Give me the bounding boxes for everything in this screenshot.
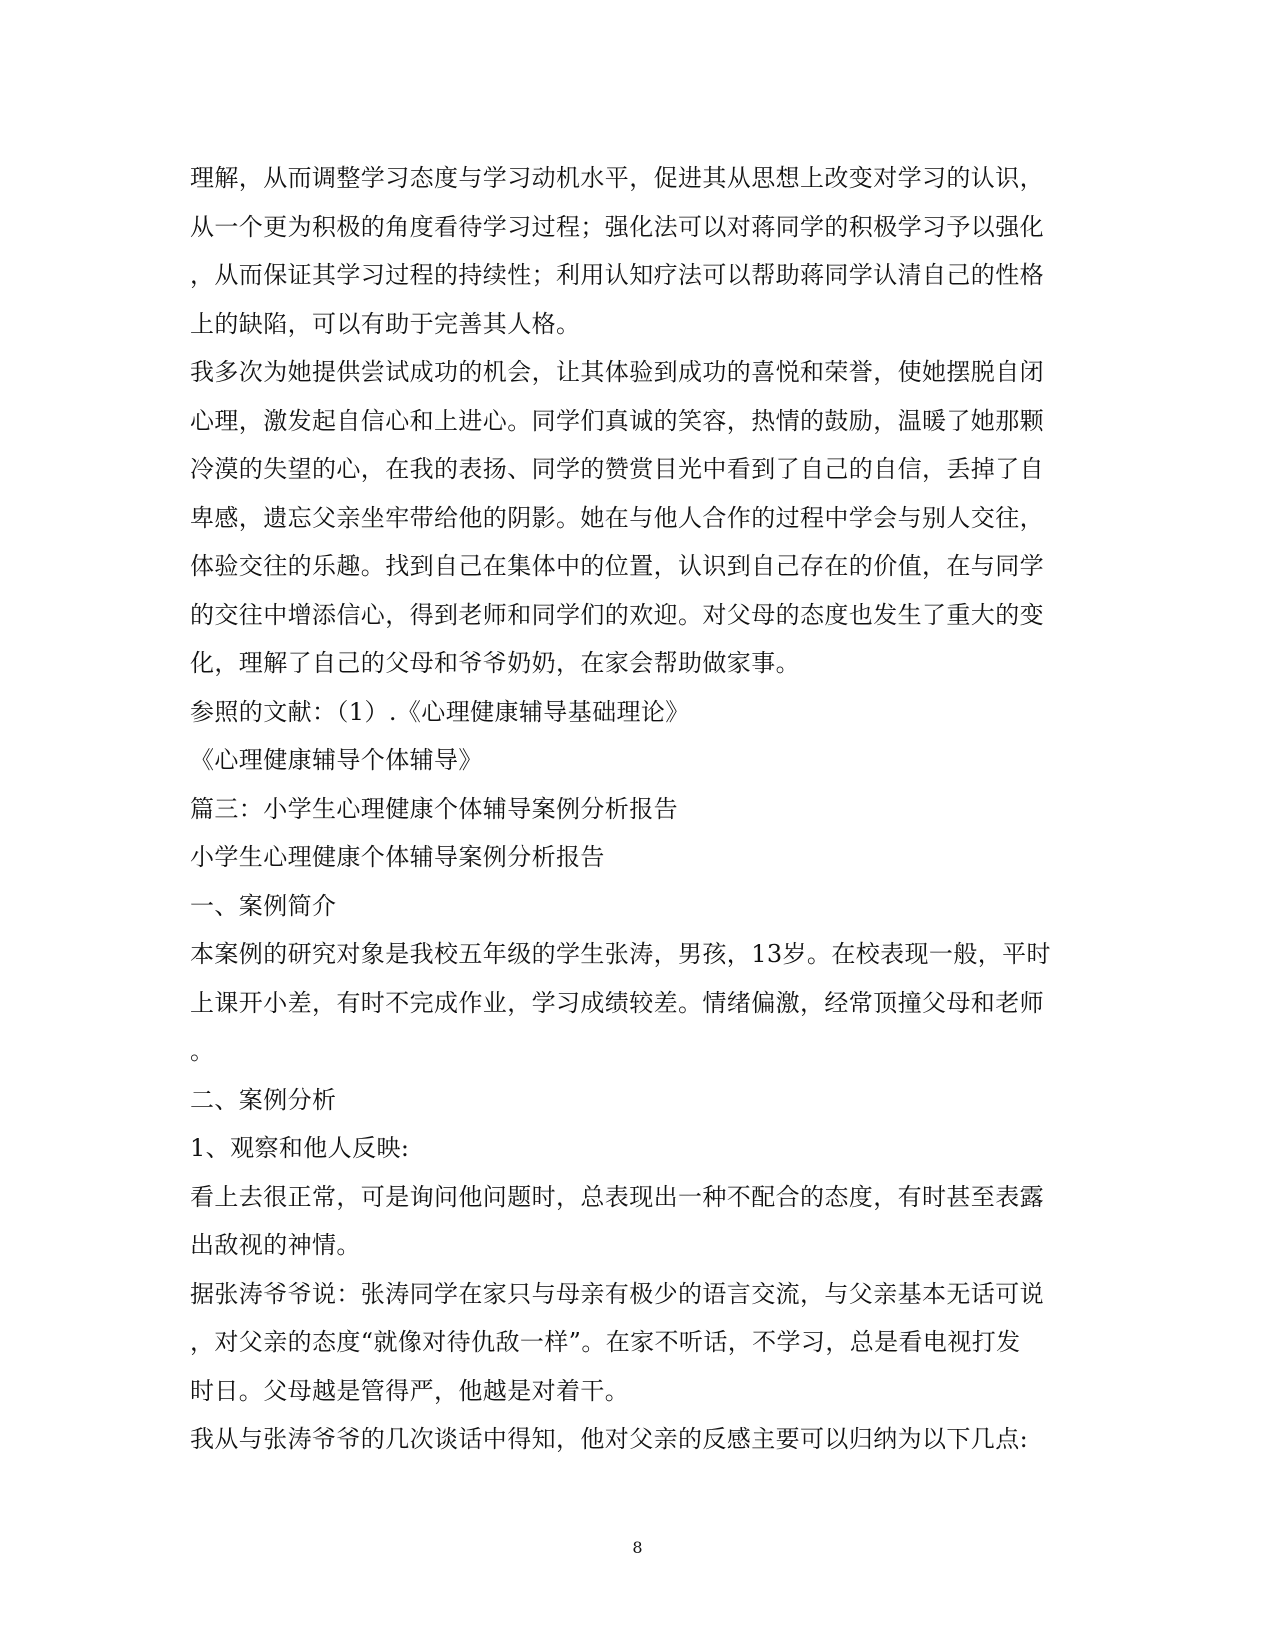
text-line: ，对父亲的态度“就像对待仇敌一样”。在家不听话，不学习，总是看电视打发	[190, 1328, 1021, 1356]
text-line: 体验交往的乐趣。找到自己在集体中的位置，认识到自己存在的价值，在与同学	[190, 552, 1044, 580]
text-line: 理解，从而调整学习态度与学习动机水平，促进其从思想上改变对学习的认识，	[190, 164, 1044, 192]
text-line: 本案例的研究对象是我校五年级的学生张涛，男孩，13岁。在校表现一般，平时	[190, 940, 1051, 968]
page-number: 8	[632, 1538, 643, 1557]
text-line: 我多次为她提供尝试成功的机会，让其体验到成功的喜悦和荣誉，使她摆脱自闭	[190, 358, 1044, 386]
text-line: 时日。父母越是管得严，他越是对着干。	[190, 1376, 630, 1405]
section-heading: 一、案例简介	[190, 891, 337, 920]
text-line: 的交往中增添信心，得到老师和同学们的欢迎。对父母的态度也发生了重大的变	[190, 600, 1044, 629]
references-line: 参照的文献：（1）.《心理健康辅导基础理论》	[190, 697, 690, 726]
text-line: ，从而保证其学习过程的持续性；利用认知疗法可以帮助蒋同学认清自己的性格	[190, 261, 1044, 289]
text-line: 看上去很正常，可是询问他问题时，总表现出一种不配合的态度，有时甚至表露	[190, 1182, 1044, 1211]
text-line: 据张涛爷爷说：张涛同学在家只与母亲有极少的语言交流，与父亲基本无话可说	[190, 1279, 1044, 1308]
section-heading: 二、案例分析	[190, 1085, 337, 1114]
body-text	[190, 154, 1070, 1464]
text-line: 上的缺陷，可以有助于完善其人格。	[190, 309, 581, 338]
text-line: 心理，激发起自信心和上进心。同学们真诚的笑容，热情的鼓励，温暖了她那颗	[190, 406, 1044, 435]
text-line: 卑感，遗忘父亲坐牢带给他的阴影。她在与他人合作的过程中学会与别人交往，	[190, 503, 1044, 532]
text-line: 冷漠的失望的心，在我的表扬、同学的赞赏目光中看到了自己的自信，丢掉了自	[190, 455, 1044, 483]
text-line: 从一个更为积极的角度看待学习过程；强化法可以对蒋同学的积极学习予以强化	[190, 212, 1044, 241]
references-line: 《心理健康辅导个体辅导》	[190, 746, 483, 774]
text-line: 。	[190, 1037, 215, 1065]
text-line: 上课开小差，有时不完成作业，学习成绩较差。情绪偏激，经常顶撞父母和老师	[190, 988, 1044, 1017]
text-line: 我从与张涛爷爷的几次谈话中得知，他对父亲的反感主要可以归纳为以下几点:	[190, 1425, 1029, 1453]
subsection-heading: 1、观察和他人反映:	[190, 1134, 410, 1162]
report-title: 小学生心理健康个体辅导案例分析报告	[190, 843, 605, 871]
text-line: 出敌视的神情。	[190, 1231, 361, 1259]
section-heading: 篇三：小学生心理健康个体辅导案例分析报告	[190, 794, 678, 823]
text-line: 化，理解了自己的父母和爷爷奶奶，在家会帮助做家事。	[190, 649, 800, 677]
